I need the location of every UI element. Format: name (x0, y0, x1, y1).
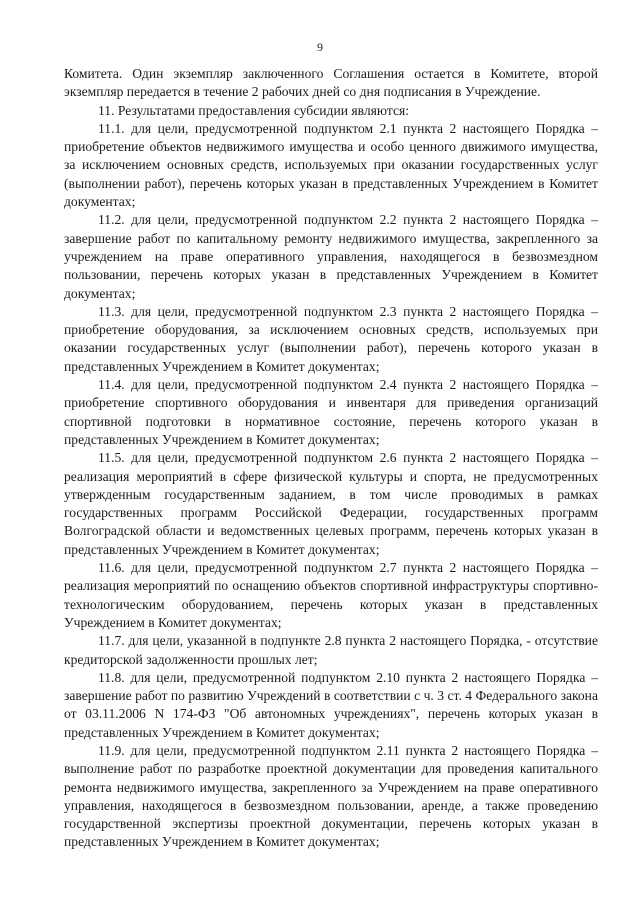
item-11-4: 11.4. для цели, предусмотренной подпунктом 2.4 пункта 2 настоящего Порядка – приобретение спортивного оборудования и инвентаря для приведения организаций спортивной подготовки в нормативное состояние, перечень которого указан в представленных Учреждением в Комитет документах; (64, 377, 598, 447)
section-heading: 11. Результатами предоставления субсидии являются: (98, 102, 410, 118)
item-11-2: 11.2. для цели, предусмотренной подпунктом 2.2 пункта 2 настоящего Порядка – завершение работ по капитальному ремонту недвижимого имущества, закрепленного за учреждением на праве оперативного управления, находящегося в безвозмездном пользовании, перечень которых указан в представленных Учреждением в Комитет документах; (64, 212, 598, 301)
page-number: 9 (317, 40, 323, 54)
item-11-7: 11.7. для цели, указанной в подпункте 2.8 пункта 2 настоящего Порядка, - отсутствие кредиторской задолженности прошлых лет; (64, 633, 598, 667)
intro-paragraph: Комитета. Один экземпляр заключенного Соглашения остается в Комитете, второй экземпляр передается в течение 2 рабочих дней со дня подписания в Учреждение. (64, 66, 598, 100)
item-11-3: 11.3. для цели, предусмотренной подпунктом 2.3 пункта 2 настоящего Порядка – приобретение оборудования, за исключением основных средств, используемых при оказании государственных услуг (выполнении работ), перечень которого указан в представленных Учреждением в Комитет документах; (64, 303, 598, 374)
document-body (64, 65, 598, 852)
item-11-5: 11.5. для цели, предусмотренной подпунктом 2.6 пункта 2 настоящего Порядка – реализация мероприятий в сфере физической культуры и спорта, не предусмотренных утвержденным государственным заданием, в том числе проводимых в рамках государственных программ Российской Федерации, государственных программ Волгоградской области и ведомственных целевых программ, перечень которых указан в представленных Учреждением в Комитет документах; (64, 450, 598, 557)
item-11-9: 11.9. для цели, предусмотренной подпунктом 2.11 пункта 2 настоящего Порядка – выполнение работ по разработке проектной документации для проведения капитального ремонта недвижимого имущества, закрепленного за Учреждением на праве оперативного управления, находящегося в безвозмездном пользовании, аренде, а также проведению государственной экспертизы проектной документации, перечень которых указан в представленных Учреждением в Комитет документах; (64, 742, 598, 850)
item-11-6: 11.6. для цели, предусмотренной подпунктом 2.7 пункта 2 настоящего Порядка – реализация мероприятий по оснащению объектов спортивной инфраструктуры спортивно-технологическим оборудованием, перечень которых указан в представленных Учреждением в Комитет документах; (64, 560, 598, 630)
item-11-1: 11.1. для цели, предусмотренной подпунктом 2.1 пункта 2 настоящего Порядка – приобретение объектов недвижимого имущества и особо ценного движимого имущества, за исключением основных средств, используемых при оказании государственных услуг (выполнении работ), перечень которых указан в представленных Учреждением в Комитет документах; (64, 120, 598, 210)
item-11-8: 11.8. для цели, предусмотренной подпунктом 2.10 пункта 2 настоящего Порядка – завершение работ по развитию Учреждений в соответствии с ч. 3 ст. 4 Федерального закона от 03.11.2006 N 174-ФЗ "Об автономных учреждениях", перечень которых указан в представленных Учреждением в Комитет документах; (64, 669, 598, 740)
